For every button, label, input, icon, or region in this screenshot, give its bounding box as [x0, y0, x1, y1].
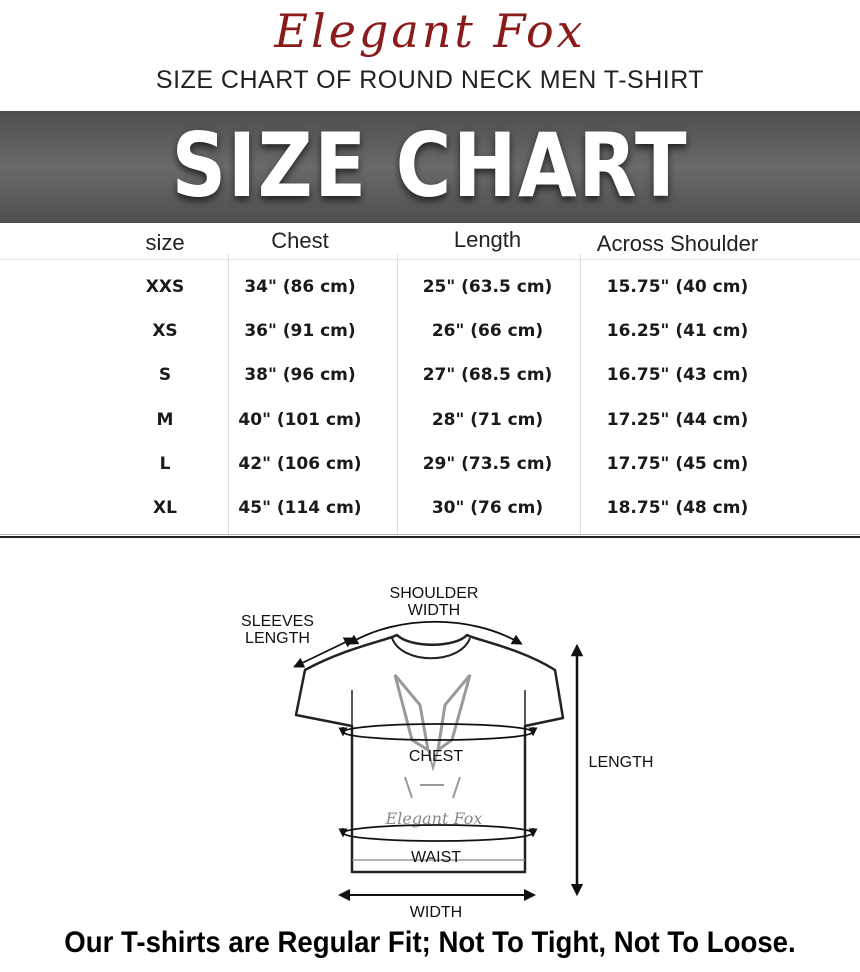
table-cell-chest: 45" (114 cm): [238, 498, 362, 518]
logo-watermark-text: Elegant Fox: [385, 809, 483, 828]
table-cell-size: XL: [153, 498, 177, 518]
table-cell-across-shoulder: 17.75" (45 cm): [606, 453, 749, 474]
waist-label: WAIST: [410, 849, 462, 866]
page-subtitle: SIZE CHART OF ROUND NECK MEN T-SHIRT: [155, 66, 705, 94]
column-header-across-shoulder: Across Shoulder: [596, 231, 759, 256]
row-divider: [0, 259, 860, 260]
table-cell-across-shoulder: 15.75" (40 cm): [606, 277, 749, 297]
chest-ellipse: [343, 724, 533, 740]
table-cell-chest: 40" (101 cm): [238, 409, 362, 430]
fox-logo-icon: [395, 675, 470, 798]
table-cell-chest: 38" (96 cm): [244, 365, 356, 386]
table-cell-length: 26" (66 cm): [431, 321, 544, 342]
width-label: WIDTH: [409, 904, 463, 921]
table-cell-chest: 34" (86 cm): [244, 277, 356, 297]
column-divider: [397, 254, 398, 534]
sleeves-length-label: SLEEVES LENGTH: [241, 613, 314, 647]
table-cell-across-shoulder: 18.75" (48 cm): [606, 498, 749, 518]
table-cell-size: S: [158, 365, 172, 386]
length-label: LENGTH: [588, 754, 654, 771]
table-cell-length: 27" (68.5 cm): [422, 365, 553, 386]
table-cell-across-shoulder: 17.25" (44 cm): [606, 409, 749, 430]
column-header-length: Length: [453, 227, 522, 252]
column-header-chest: Chest: [271, 228, 329, 253]
table-cell-length: 29" (73.5 cm): [422, 453, 553, 474]
shoulder-arc: [352, 622, 518, 642]
section-divider: [0, 536, 860, 538]
column-header-size: size: [145, 230, 185, 255]
size-table: [0, 224, 860, 536]
table-cell-length: 25" (63.5 cm): [422, 277, 553, 297]
table-cell-length: 28" (71 cm): [431, 409, 544, 430]
chest-label: CHEST: [408, 748, 464, 765]
table-cell-across-shoulder: 16.75" (43 cm): [606, 365, 749, 386]
table-cell-chest: 42" (106 cm): [238, 453, 362, 474]
row-divider: [0, 534, 860, 535]
table-cell-chest: 36" (91 cm): [244, 321, 356, 342]
table-cell-size: XXS: [145, 277, 185, 297]
table-cell-size: M: [156, 409, 174, 430]
table-cell-across-shoulder: 16.25" (41 cm): [606, 321, 749, 342]
table-cell-size: XS: [152, 321, 178, 342]
banner-title: SIZE CHART: [171, 114, 689, 217]
table-cell-size: L: [159, 453, 171, 474]
table-cell-length: 30" (76 cm): [431, 498, 544, 518]
shoulder-width-label: SHOULDER WIDTH: [389, 585, 479, 619]
brand-logo: Elegant Fox: [274, 4, 586, 58]
fit-note: Our T-shirts are Regular Fit; Not To Tight, Not To Loose.: [64, 926, 796, 959]
tshirt-measurement-diagram: [0, 540, 860, 920]
